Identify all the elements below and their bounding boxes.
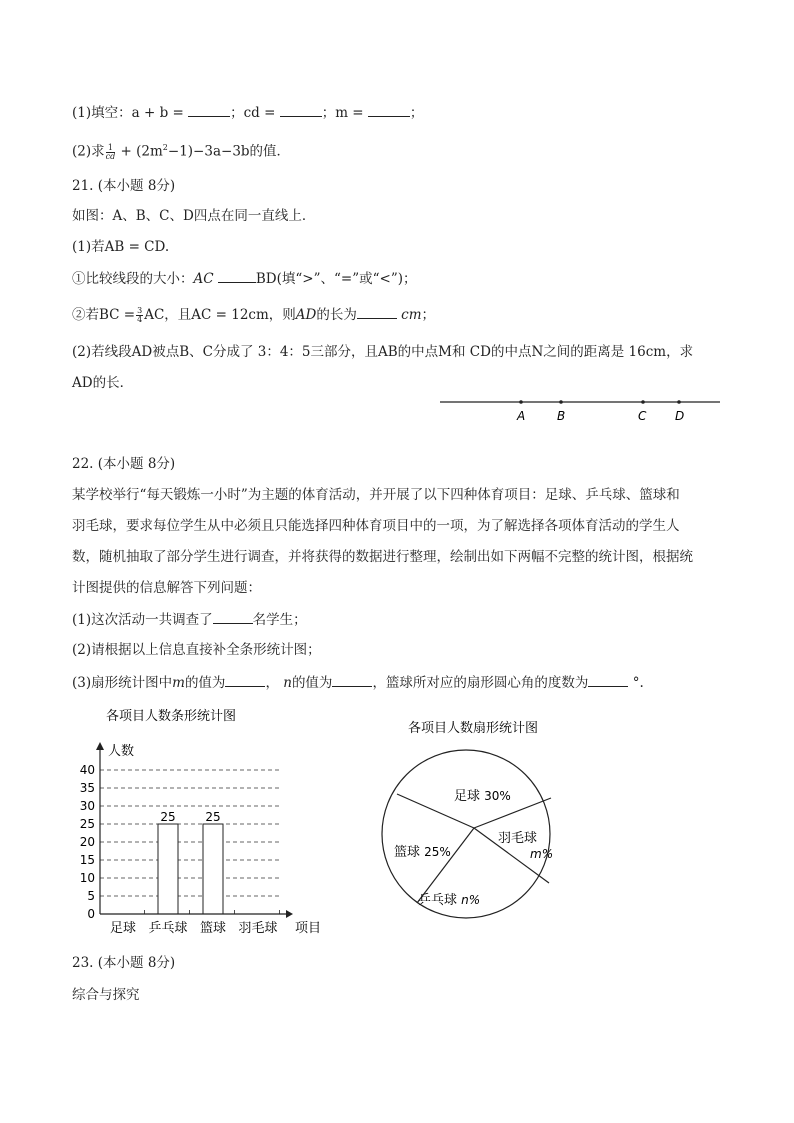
x-tick-label: 羽毛球 — [238, 921, 278, 936]
x-axis-arrow — [286, 910, 293, 918]
pie-chart — [370, 708, 580, 943]
answer-blank — [213, 609, 253, 624]
bar — [203, 824, 223, 914]
q22-text-2: 羽毛球，要求每位学生从中必须且只能选择四种体育项目中的一项，为了解选择各项体育活动的学生人 — [72, 518, 680, 534]
fraction: $\frac{1}{cd}$ — [105, 142, 116, 161]
y-tick-label: 30 — [79, 799, 95, 813]
point-a — [519, 400, 523, 404]
q21-intro: 如图：A、B、C、D四点在同一直线上． — [72, 208, 316, 224]
q22-text-3: 数，随机抽取了部分学生进行调查，并将获得的数据进行整理，绘制出如下两幅不完整的统计图，根据统 — [72, 549, 693, 565]
q22-part3: (3)扇形统计图中m的值为 ， n的值为 ，篮球所对应的扇形圆心角的度数为 °. — [72, 672, 644, 693]
bar-value-label: 25 — [205, 810, 221, 824]
bar-chart-ylabel: 人数 — [108, 744, 135, 759]
q20-part2: (2)求 $\frac{1}{cd}$ + $(2m^2-1)-3a-3b$的值． — [72, 142, 291, 161]
bar-value-label: 25 — [160, 810, 176, 824]
bar-chart — [60, 700, 360, 945]
bar-chart-title: 各项目人数条形统计图 — [106, 709, 237, 724]
q22-text-4: 计图提供的信息解答下列问题： — [72, 580, 261, 596]
pie-slice-label: 篮球 25% — [394, 845, 451, 860]
answer-blank — [188, 102, 230, 117]
y-tick-label: 0 — [87, 907, 95, 921]
y-axis-arrow — [96, 742, 104, 750]
point-b — [559, 400, 563, 404]
fraction: $\frac{3}{4}$ — [137, 306, 143, 324]
answer-blank — [368, 102, 410, 117]
point-label-b: B — [557, 409, 566, 423]
y-tick-label: 35 — [79, 781, 95, 795]
y-tick-label: 20 — [79, 835, 95, 849]
answer-blank — [280, 102, 322, 117]
x-tick-label: 足球 — [109, 921, 137, 936]
bar — [158, 824, 178, 914]
answer-blank — [225, 672, 265, 687]
q20-part1: (1)填空：a + b = ；cd = ；m = ； — [72, 102, 423, 123]
point-d — [677, 400, 681, 404]
line-segment-figure — [438, 392, 728, 428]
point-c — [641, 400, 645, 404]
y-tick-label: 10 — [79, 871, 95, 885]
pie-slice-label: 足球 30% — [454, 789, 511, 804]
q21-header: 21. (本小题 8分) — [72, 178, 176, 194]
answer-blank — [357, 304, 397, 319]
y-tick-label: 25 — [79, 817, 95, 831]
answer-blank — [218, 268, 256, 283]
point-label-d: D — [675, 409, 685, 423]
q21-part2-line1: (2)若线段AD被点B、C分成了 3：4：5三部分，且AB的中点M和 CD的中点N之间的距离是 16cm，求 — [72, 344, 694, 360]
q21-part1-b: ②若BC = $\frac{3}{4}$ AC，且AC = 12cm，则AD的长为 cm； — [72, 306, 436, 324]
x-tick-label: 乒乓球 — [148, 921, 188, 936]
pie-slice-label: 乒乓球 n% — [418, 893, 481, 908]
q22-part1: (1)这次活动一共调查了 名学生； — [72, 609, 307, 630]
point-label-a: A — [517, 409, 526, 423]
q22-header: 22. (本小题 8分) — [72, 456, 176, 472]
bar-chart-xlabel: 项目 — [295, 921, 322, 936]
y-tick-label: 5 — [87, 889, 95, 903]
q21-part2-line2: AD的长． — [72, 375, 134, 391]
answer-blank — [332, 672, 372, 687]
pie-chart-title: 各项目人数扇形统计图 — [408, 721, 539, 736]
q23-header: 23. (本小题 8分) — [72, 955, 176, 971]
pie-slice-percent: m% — [530, 847, 554, 861]
q22-text-1: 某学校举行“每天锻炼一小时”为主题的体育活动，并开展了以下四种体育项目：足球、乒乓球、篮球和 — [72, 487, 680, 503]
q23-subtitle: 综合与探究 — [72, 987, 140, 1003]
point-label-c: C — [638, 409, 647, 423]
x-tick-label: 篮球 — [199, 921, 227, 936]
y-tick-label: 40 — [79, 763, 95, 777]
q21-part1-a: ①比较线段的大小：AC BD(填“>”、“=”或“<”)； — [72, 268, 417, 289]
pie-slice-label: 羽毛球 — [498, 831, 538, 846]
q22-part2: (2)请根据以上信息直接补全条形统计图； — [72, 642, 321, 658]
answer-blank — [588, 672, 628, 687]
y-tick-label: 15 — [79, 853, 95, 867]
q21-part1: (1)若AB = CD. — [72, 239, 170, 255]
